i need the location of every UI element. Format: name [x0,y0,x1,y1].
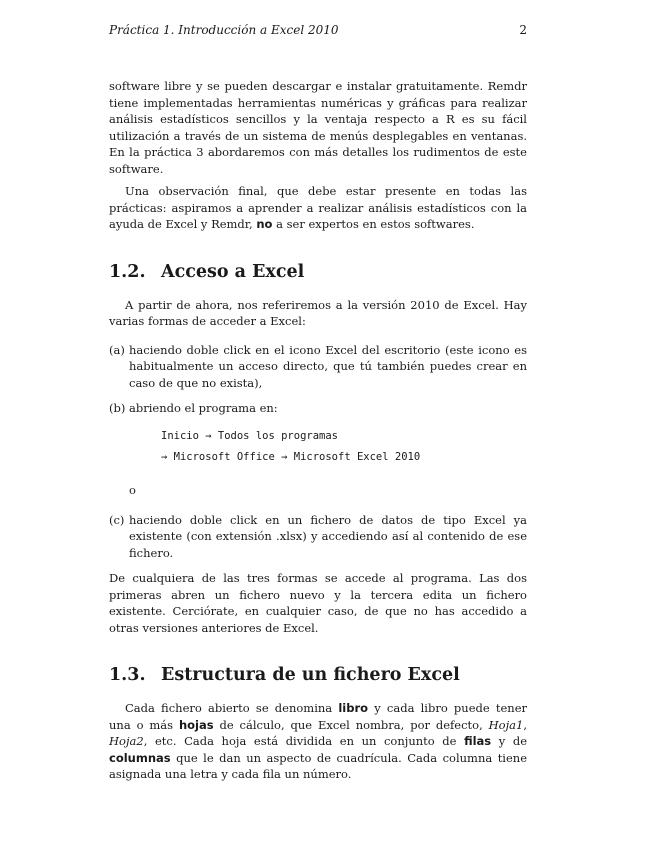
list-marker: (a) [109,342,125,357]
or-separator: o [129,482,136,497]
running-header [109,22,527,38]
term-columnas: columnas [109,750,171,765]
menu-path-line-1: Inicio → Todos los programas [161,429,339,442]
term-filas: filas [464,734,492,748]
header-title: Práctica 1. Introducción a Excel 2010 [109,23,339,37]
list-item [109,512,527,562]
list-item [109,400,527,468]
list-item [109,342,527,392]
list-item-text: haciendo doble click en un fichero de datos de tipo Excel ya existente (con extensión .xlsx) y accediendo así al contenido de ese fichero. [129,512,527,560]
text-run: , [523,717,528,732]
menu-path-code [161,426,527,468]
section-number: 1.3. [109,665,146,685]
section-1-2-closing: De cualquiera de las tres formas se accede al programa. Las dos primeras abren un fichero nuevo y la tercera edita un fichero existente. Cerciórate, en cualquier caso, de que no has accedido a otras versiones anteriores de Excel. [109,571,527,635]
intro-p2-bold-no: no [256,217,273,231]
page-number: 2 [519,23,527,37]
intro-paragraph-2 [109,183,527,233]
term-libro: libro [338,701,369,715]
access-methods-list [109,342,527,562]
list-item-text: abriendo el programa en: [129,401,278,415]
list-marker: (c) [109,512,125,527]
text-run: que le dan un aspecto de cuadrícula. Cada columna tiene asignada una letra y cada fila un número. [109,750,528,781]
section-title: Acceso a Excel [161,261,305,282]
text-run: Cada fichero abierto se denomina [125,701,333,715]
intro-paragraph-1: software libre y se pueden descargar e instalar gratuitamente. Remdr tiene implementadas herramientas numéricas y gráficas para realizar análisis estadísticos sencillos y la ventaja respecto a R es su fácil utilización a través de un sistema de menús desplegables en ventanas. En la práctica 3 abordaremos con más detalles los rudimentos de este software. [109,79,527,176]
section-title: Estructura de un fichero Excel [161,665,460,685]
text-run: de cálculo, que Excel nombra, por defecto, [219,717,483,732]
term-hojas: hojas [178,717,214,732]
text-run: y de [498,734,528,748]
section-1-2-intro: A partir de ahora, nos referiremos a la versión 2010 de Excel. Hay varias formas de acceder a Excel: [109,297,527,328]
list-item-body [129,400,527,468]
section-heading-1-2 [109,261,527,283]
menu-path-line-2: → Microsoft Office → Microsoft Excel 2010 [161,450,421,463]
section-number: 1.2. [109,261,146,282]
term-hoja1: Hoja1 [488,717,524,732]
list-item-text: haciendo doble click en el icono Excel del escritorio (este icono es habitualmente un acceso directo, que tú también puedes crear en caso de que no exista), [129,342,527,390]
section-heading-1-3 [109,664,527,686]
intro-p2-text-b: a ser expertos en estos softwares. [276,217,475,231]
list-marker: (b) [109,401,126,415]
text-run: , etc. Cada hoja está dividida en un conjunto de [143,734,457,748]
section-1-3-paragraph [109,700,527,783]
term-hoja2: Hoja2 [109,734,144,748]
text-run: y cada libro puede tener una o más [109,701,527,732]
intro-p2-text-a: Una observación final, que debe estar presente en todas las prácticas: aspiramos a aprender a realizar análisis estadísticos con la ayuda de Excel y Remdr, [109,184,527,231]
document-page [109,22,527,783]
